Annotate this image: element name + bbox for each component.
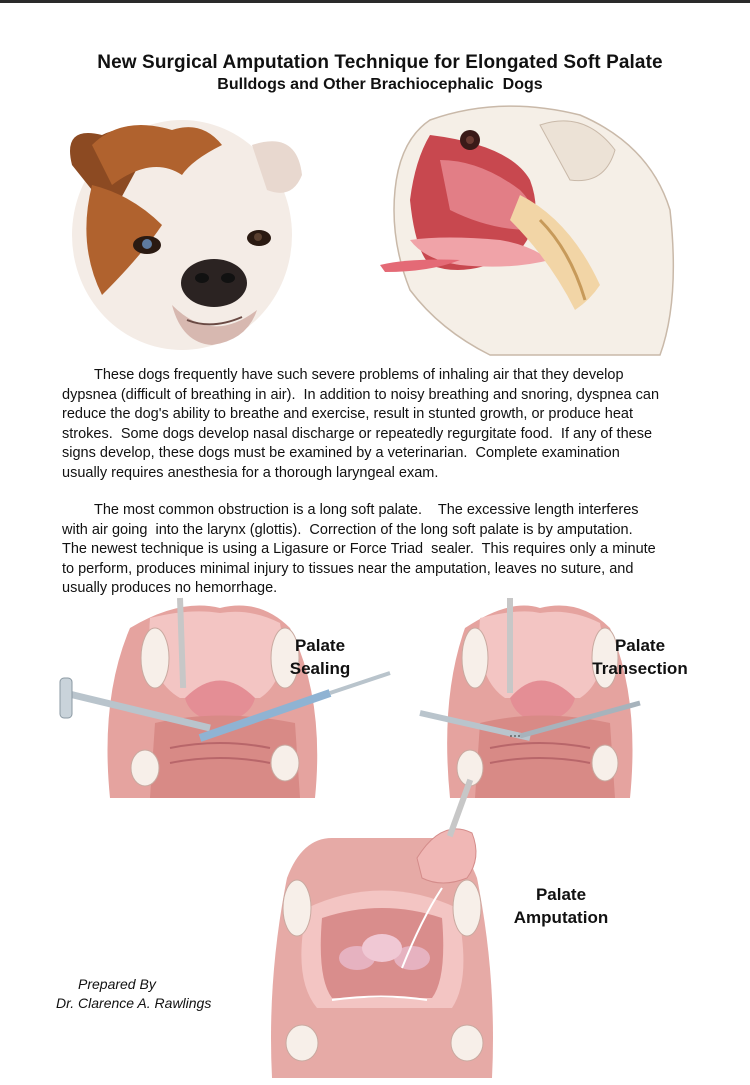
credit-author-name: Dr. Clarence A. Rawlings <box>56 995 212 1011</box>
label-line: Palate <box>535 885 587 904</box>
bulldog-face-illustration <box>52 105 310 360</box>
palate-transection-illustration <box>420 598 650 798</box>
credit-prepared-by: Prepared By <box>78 976 156 992</box>
palate-sealing-illustration <box>60 598 390 798</box>
bulldog-airway-cross-section-illustration <box>370 100 685 355</box>
paragraph-line: usually produces no hemorrhage. <box>62 580 278 596</box>
top-border-rule <box>0 0 750 3</box>
paragraph-line: strokes. Some dogs develop nasal discharge or repeatedly regurgitate food. If any of these <box>62 425 653 442</box>
palate-amputation-label <box>500 883 622 929</box>
page-subtitle: Bulldogs and Other Brachiocephalic Dogs <box>217 76 543 93</box>
page-title: New Surgical Amputation Technique for Elongated Soft Palate <box>97 52 663 73</box>
paragraph-line: to perform, produces minimal injury to tissues near the amputation, leaves no suture, and <box>62 560 634 577</box>
paragraph-line: The newest technique is using a Ligasure or Force Triad sealer. This requires only a minute <box>62 541 656 557</box>
paragraph-line: signs develop, these dogs must be examined by a veterinarian. Complete examination <box>62 445 620 461</box>
paragraph-line: usually requires anesthesia for a thorough laryngeal exam. <box>62 464 439 481</box>
paragraph-line: dypsnea (difficult of breathing in air). In addition to noisy breathing and snoring, dyspnea can <box>62 386 660 403</box>
label-line: Amputation <box>513 908 609 927</box>
label-line: Palate <box>294 636 346 655</box>
paragraph-line: The most common obstruction is a long soft palate. The excessive length interferes <box>62 502 639 518</box>
paragraph-line: with air going into the larynx (glottis). Correction of the long soft palate is by amputation. <box>62 521 633 538</box>
label-line: Palate <box>614 636 666 655</box>
intro-paragraph <box>62 366 722 483</box>
label-line: Sealing <box>289 659 351 678</box>
palate-transection-label <box>575 634 705 680</box>
paragraph-line: These dogs frequently have such severe problems of inhaling air that they develop <box>62 367 624 383</box>
palate-sealing-label <box>280 634 360 680</box>
author-credit <box>56 975 211 1013</box>
palate-amputation-illustration <box>262 778 502 1078</box>
technique-paragraph <box>62 501 722 599</box>
label-line: Transection <box>592 659 688 678</box>
paragraph-line: reduce the dog's ability to breathe and exercise, result in stunted growth, or produce heat <box>62 406 634 422</box>
